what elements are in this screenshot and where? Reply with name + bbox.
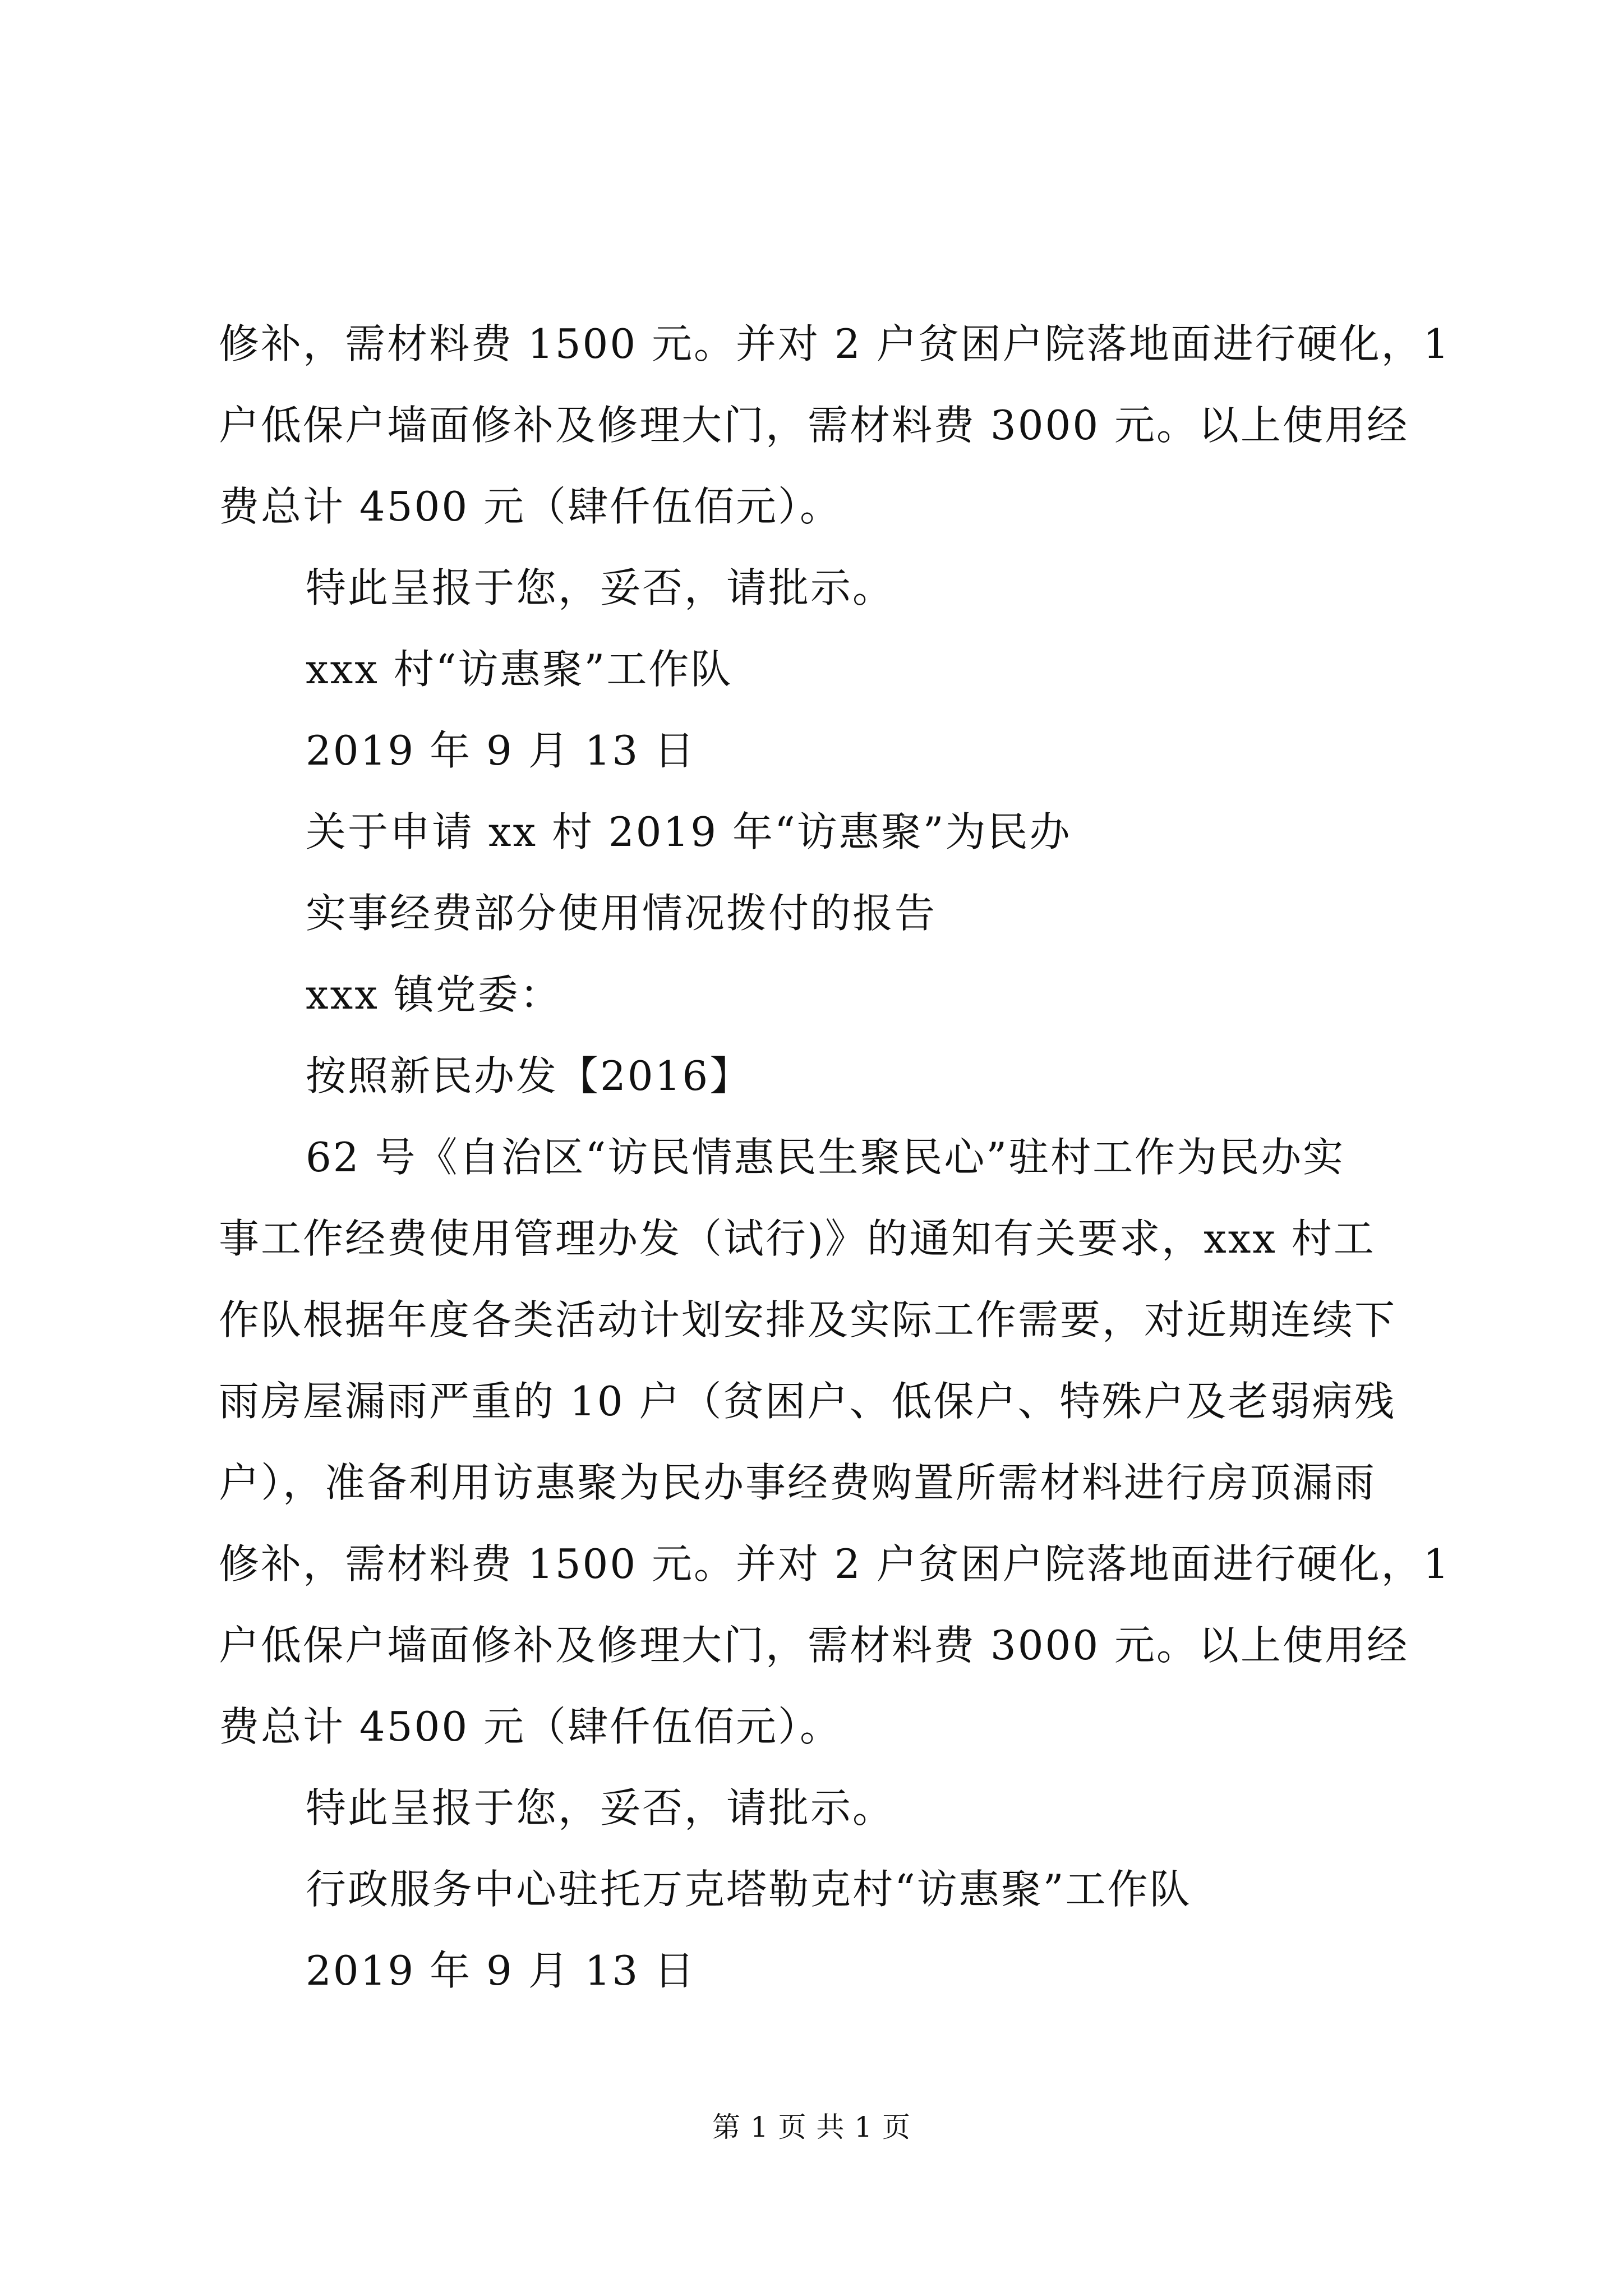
signature-date: 2019 年 9 月 13 日 (306, 727, 697, 774)
body-line-16: 修补，需材料费 1500 元。并对 2 户贫困户院落地面进行硬化，1 (219, 1540, 1451, 1588)
body-paragraph-start: 62 号《自治区“访民情惠民生聚民心”驻村工作为民办实 (306, 1134, 1345, 1181)
report-title-line-1: 关于申请 xx 村 2019 年“访惠聚”为民办 (306, 808, 1072, 855)
body-line-13: 作队根据年度各类活动计划安排及实际工作需要，对近期连续下 (219, 1296, 1397, 1343)
page-number-footer: 第 1 页 共 1 页 (712, 2111, 911, 2143)
body-line-1: 修补，需材料费 1500 元。并对 2 户贫困户院落地面进行硬化，1 (219, 320, 1451, 367)
body-line-17: 户低保户墙面修补及修理大门，需材料费 3000 元。以上使用经 (219, 1622, 1409, 1669)
body-line-2: 户低保户墙面修补及修理大门，需材料费 3000 元。以上使用经 (219, 402, 1409, 449)
body-line-14: 雨房屋漏雨严重的 10 户（贫困户、低保户、特殊户及老弱病残 (219, 1378, 1396, 1425)
closing-request-line-2: 特此呈报于您，妥否，请批示。 (306, 1784, 895, 1832)
report-title-line-2: 实事经费部分使用情况拨付的报告 (306, 890, 937, 937)
body-line-18: 费总计 4500 元（肆仟伍佰元）。 (219, 1703, 842, 1750)
reference-line: 按照新民办发【2016】 (306, 1052, 752, 1099)
signature-team-2: 行政服务中心驻托万克塔勒克村“访惠聚”工作队 (306, 1866, 1192, 1913)
body-line-12: 事工作经费使用管理办发（试行)》的通知有关要求，xxx 村工 (219, 1215, 1376, 1262)
closing-request-line: 特此呈报于您，妥否，请批示。 (306, 564, 895, 611)
body-line-15: 户），准备利用访惠聚为民办事经费购置所需材料进行房顶漏雨 (219, 1459, 1377, 1506)
signature-team: xxx 村“访惠聚”工作队 (306, 646, 733, 693)
body-line-3: 费总计 4500 元（肆仟伍佰元）。 (219, 483, 842, 530)
addressee: xxx 镇党委： (306, 971, 562, 1018)
signature-date-2: 2019 年 9 月 13 日 (306, 1947, 697, 1994)
